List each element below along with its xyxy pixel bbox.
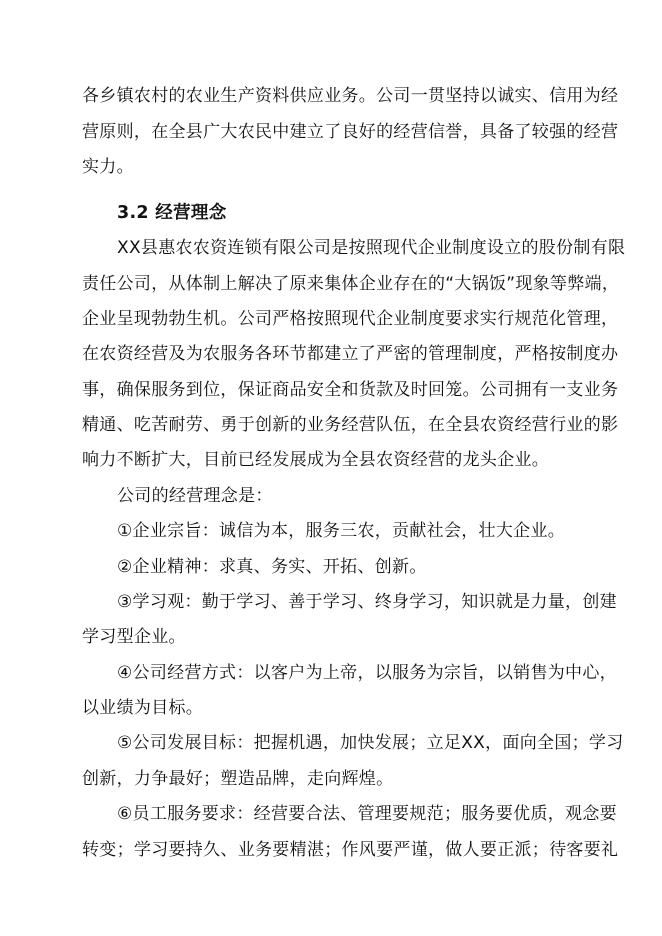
list-item: ②企业精神：求真、务实、开拓、创新。 (117, 557, 427, 577)
text-line: 企业呈现勃勃生机。公司严格按照现代企业制度要求实行规范化管理， (82, 309, 619, 329)
list-item: ⑤公司发展目标：把握机遇，加快发展；立足XX，面向全国；学习 (117, 733, 624, 753)
text-line: 营原则，在全县广大农民中建立了良好的经营信誉，具备了较强的经营 (82, 122, 619, 142)
text-line: 各乡镇农村的农业生产资料供应业务。公司一贯坚持以诚实、信用为经 (82, 86, 619, 106)
text-line: XX县惠农农资连锁有限公司是按照现代企业制度设立的股份制有限 (117, 238, 626, 258)
text-line: 责任公司，从体制上解决了原来集体企业存在的“大锅饭”现象等弊端， (82, 274, 620, 294)
list-item: ⑥员工服务要求：经营要合法、管理要规范；服务要优质，观念要 (117, 804, 617, 824)
text-line: 响力不断扩大，目前已经发展成为全县农资经营的龙头企业。 (82, 450, 550, 470)
text-line: 实力。 (82, 157, 134, 177)
text-line: 以业绩为目标。 (82, 698, 204, 718)
list-item: ④公司经营方式：以客户为上帝，以服务为宗旨，以销售为中心， (117, 663, 617, 683)
text-line: 转变；学习要持久、业务要精湛；作风要严谨，做人要正派；待客要礼 (82, 840, 619, 860)
text-line: 创新，力争最好；塑造品牌，走向辉煌。 (82, 769, 394, 789)
text-line: 在农资经营及为农服务各环节都建立了严密的管理制度，严格按制度办 (82, 344, 619, 364)
text-line: 事，确保服务到位，保证商品安全和货款及时回笼。公司拥有一支业务 (82, 380, 619, 400)
text-line: 学习型企业。 (82, 627, 186, 647)
list-item: ③学习观：勤于学习、善于学习、终身学习，知识就是力量，创建 (117, 592, 617, 612)
text-line: 公司的经营理念是： (117, 486, 273, 506)
list-item: ①企业宗旨：诚信为本，服务三农，贡献社会，壮大企业。 (117, 521, 566, 541)
text-line: 精通、吃苦耐劳、勇于创新的业务经营队伍，在全县农资经营行业的影 (82, 415, 619, 435)
section-heading: 3.2 经营理念 (117, 203, 227, 223)
